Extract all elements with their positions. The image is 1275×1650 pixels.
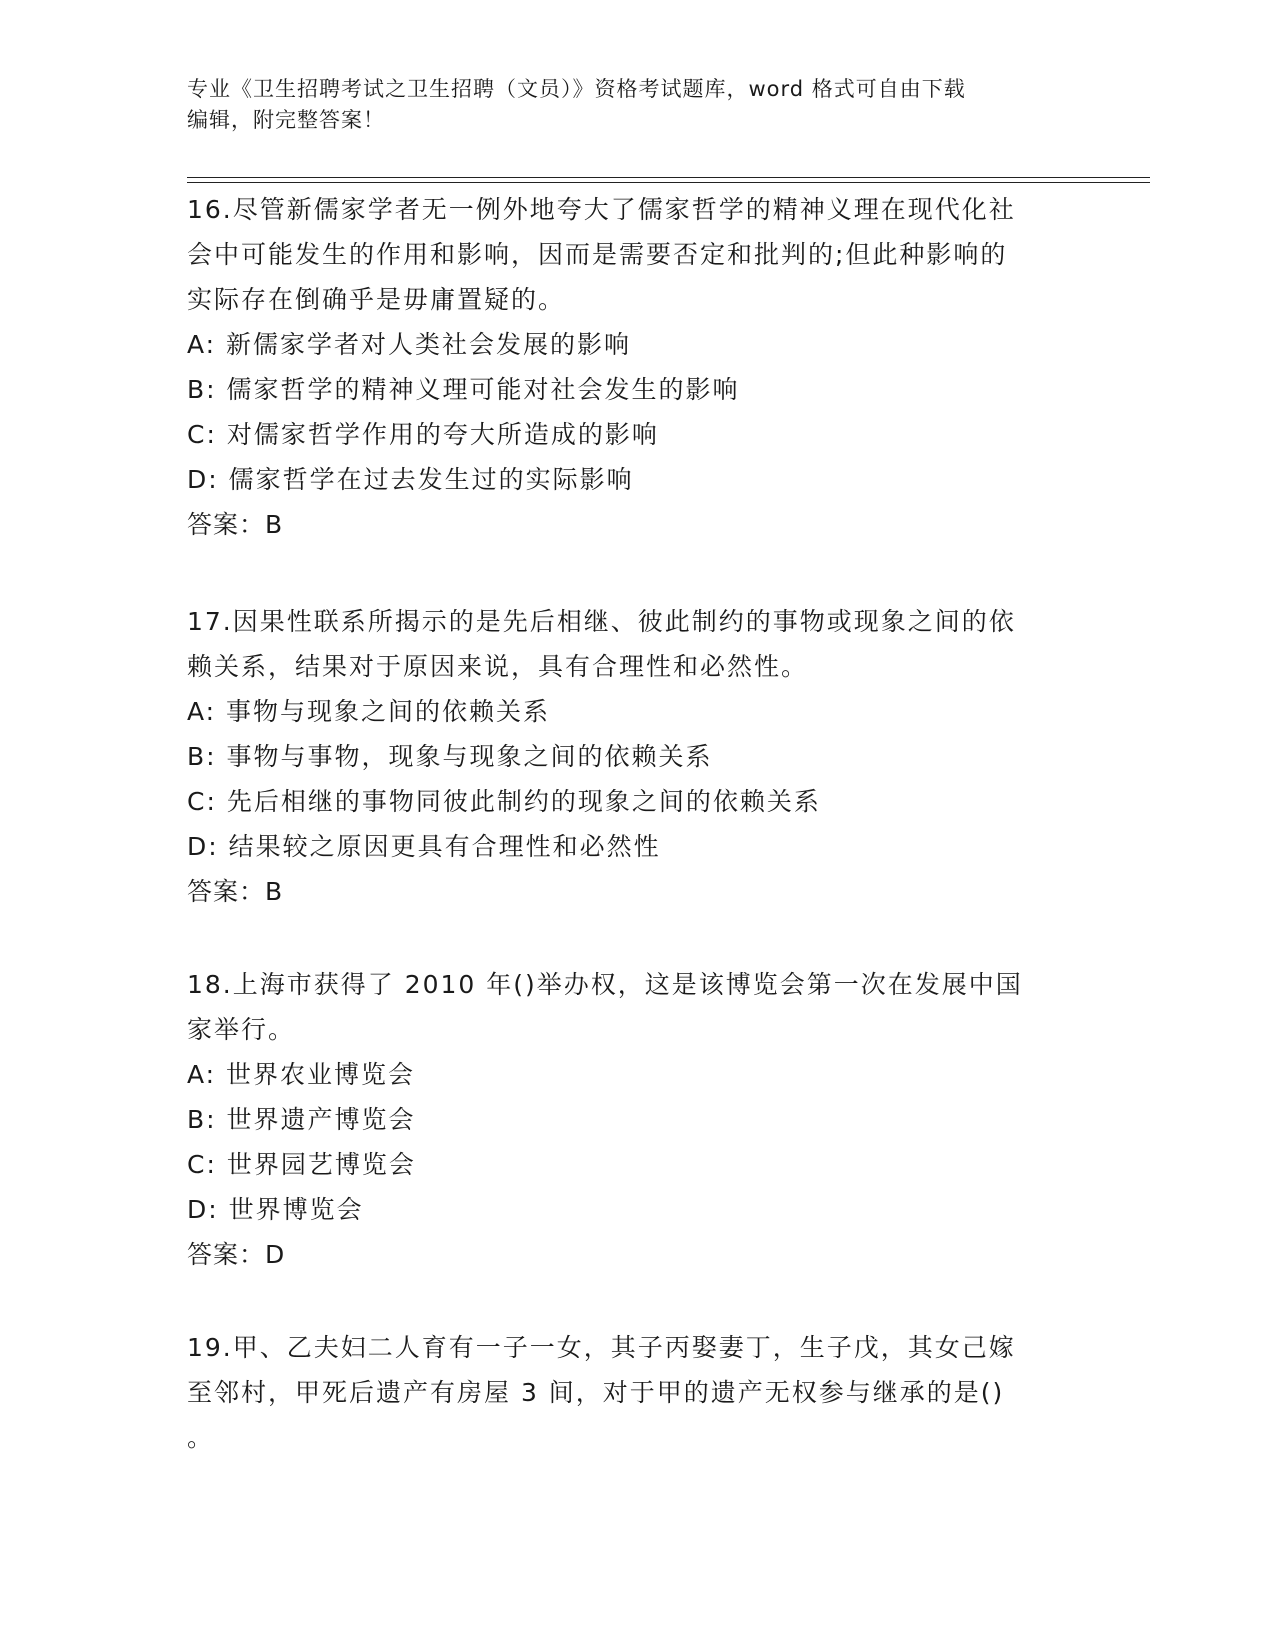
- option-a: A: 世界农业博览会: [187, 1060, 416, 1089]
- question-17: [187, 599, 1067, 914]
- option-c: C: 先后相继的事物同彼此制约的现象之间的依赖关系: [187, 787, 821, 816]
- option-b: B: 事物与事物，现象与现象之间的依赖关系: [187, 742, 713, 771]
- option-a: A: 事物与现象之间的依赖关系: [187, 697, 551, 726]
- question-text-line: 16.尽管新儒家学者无一例外地夸大了儒家哲学的精神义理在现代化社: [187, 195, 1016, 224]
- header-divider-top: [187, 177, 1150, 178]
- option-d: D: 儒家哲学在过去发生过的实际影响: [187, 465, 634, 494]
- question-text-line: 18.上海市获得了 2010 年()举办权，这是该博览会第一次在发展中国: [187, 970, 1023, 999]
- header-divider-bottom: [187, 182, 1150, 183]
- question-text-line: 实际存在倒确乎是毋庸置疑的。: [187, 285, 566, 314]
- option-d: D: 结果较之原因更具有合理性和必然性: [187, 832, 661, 861]
- option-b: B: 儒家哲学的精神义理可能对社会发生的影响: [187, 375, 740, 404]
- option-b: B: 世界遗产博览会: [187, 1105, 416, 1134]
- question-text-line: 赖关系，结果对于原因来说，具有合理性和必然性。: [187, 652, 809, 681]
- question-text: [187, 599, 1067, 689]
- option-d: D: 世界博览会: [187, 1195, 364, 1224]
- question-text-line: 17.因果性联系所揭示的是先后相继、彼此制约的事物或现象之间的依: [187, 607, 1016, 636]
- question-text-line: 会中可能发生的作用和影响，因而是需要否定和批判的;但此种影响的: [187, 240, 1008, 269]
- answer: 答案：B: [187, 510, 284, 539]
- question-text: [187, 187, 1067, 322]
- question-text-line: 家举行。: [187, 1015, 296, 1044]
- question-16: [187, 187, 1067, 547]
- question-text-line: 至邻村，甲死后遗产有房屋 3 间，对于甲的遗产无权参与继承的是(): [187, 1378, 1005, 1407]
- option-a: A: 新儒家学者对人类社会发展的影响: [187, 330, 632, 359]
- header-line-1: 专业《卫生招聘考试之卫生招聘（文员）》资格考试题库，word 格式可自由下载: [187, 77, 966, 101]
- question-18: [187, 962, 1067, 1277]
- question-text-line: 。: [187, 1423, 215, 1452]
- question-text: [187, 1325, 1067, 1460]
- answer: 答案：D: [187, 1240, 286, 1269]
- question-text: [187, 962, 1067, 1052]
- option-c: C: 世界园艺博览会: [187, 1150, 416, 1179]
- document-header: [187, 74, 1067, 136]
- header-line-2: 编辑，附完整答案！: [187, 108, 385, 132]
- question-19: [187, 1325, 1067, 1460]
- answer: 答案：B: [187, 877, 284, 906]
- option-c: C: 对儒家哲学作用的夸大所造成的影响: [187, 420, 659, 449]
- question-text-line: 19.甲、乙夫妇二人育有一子一女，其子丙娶妻丁，生子戊，其女己嫁: [187, 1333, 1016, 1362]
